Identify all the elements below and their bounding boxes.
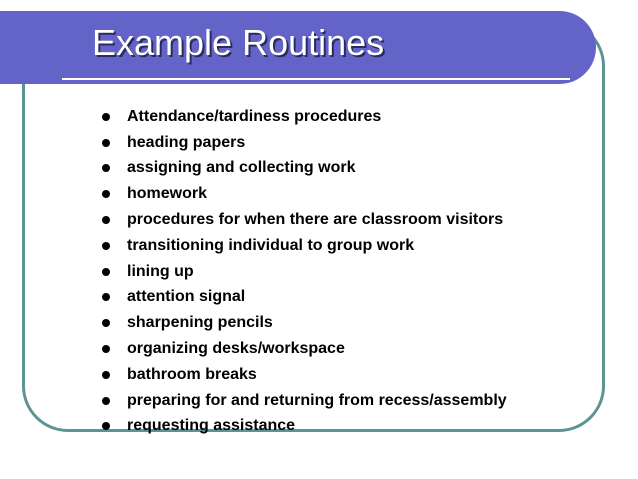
list-item [102, 285, 507, 311]
bullet-icon [102, 268, 110, 276]
list-item [102, 233, 507, 259]
bullet-icon [102, 345, 110, 353]
bullet-icon [102, 371, 110, 379]
bullet-icon [102, 319, 110, 327]
slide-title: Example Routines [92, 22, 385, 63]
list-item-text: lining up [127, 262, 194, 280]
list-item [102, 259, 507, 285]
list-item-text: assigning and collecting work [127, 159, 356, 177]
list-item [102, 414, 507, 440]
bullet-icon [102, 139, 110, 147]
bullet-icon [102, 164, 110, 172]
list-item-text: Attendance/tardiness procedures [127, 107, 382, 125]
list-item [102, 130, 507, 156]
bullet-icon [102, 293, 110, 301]
list-item [102, 362, 507, 388]
bullet-icon [102, 190, 110, 198]
list-item-text: transitioning individual to group work [127, 236, 415, 254]
list-item-text: heading papers [127, 133, 246, 151]
bullet-icon [102, 422, 110, 430]
list-item-text: homework [127, 185, 208, 203]
bullet-icon [102, 216, 110, 224]
list-item [102, 388, 507, 414]
list-item-text: attention signal [127, 288, 246, 306]
bullet-icon [102, 242, 110, 250]
list-item [102, 181, 507, 207]
list-item-text: requesting assistance [127, 417, 296, 435]
bullet-icon [102, 113, 110, 121]
list-item [102, 104, 507, 130]
list-item-text: bathroom breaks [127, 365, 257, 383]
list-item [102, 336, 507, 362]
list-item-text: organizing desks/workspace [127, 340, 345, 358]
routine-list [102, 104, 507, 439]
bullet-icon [102, 397, 110, 405]
list-item [102, 310, 507, 336]
list-item-text: sharpening pencils [127, 314, 273, 332]
list-item [102, 156, 507, 182]
list-item-text: preparing for and returning from recess/assembly [127, 391, 507, 409]
list-item-text: procedures for when there are classroom visitors [127, 211, 504, 229]
list-item [102, 207, 507, 233]
